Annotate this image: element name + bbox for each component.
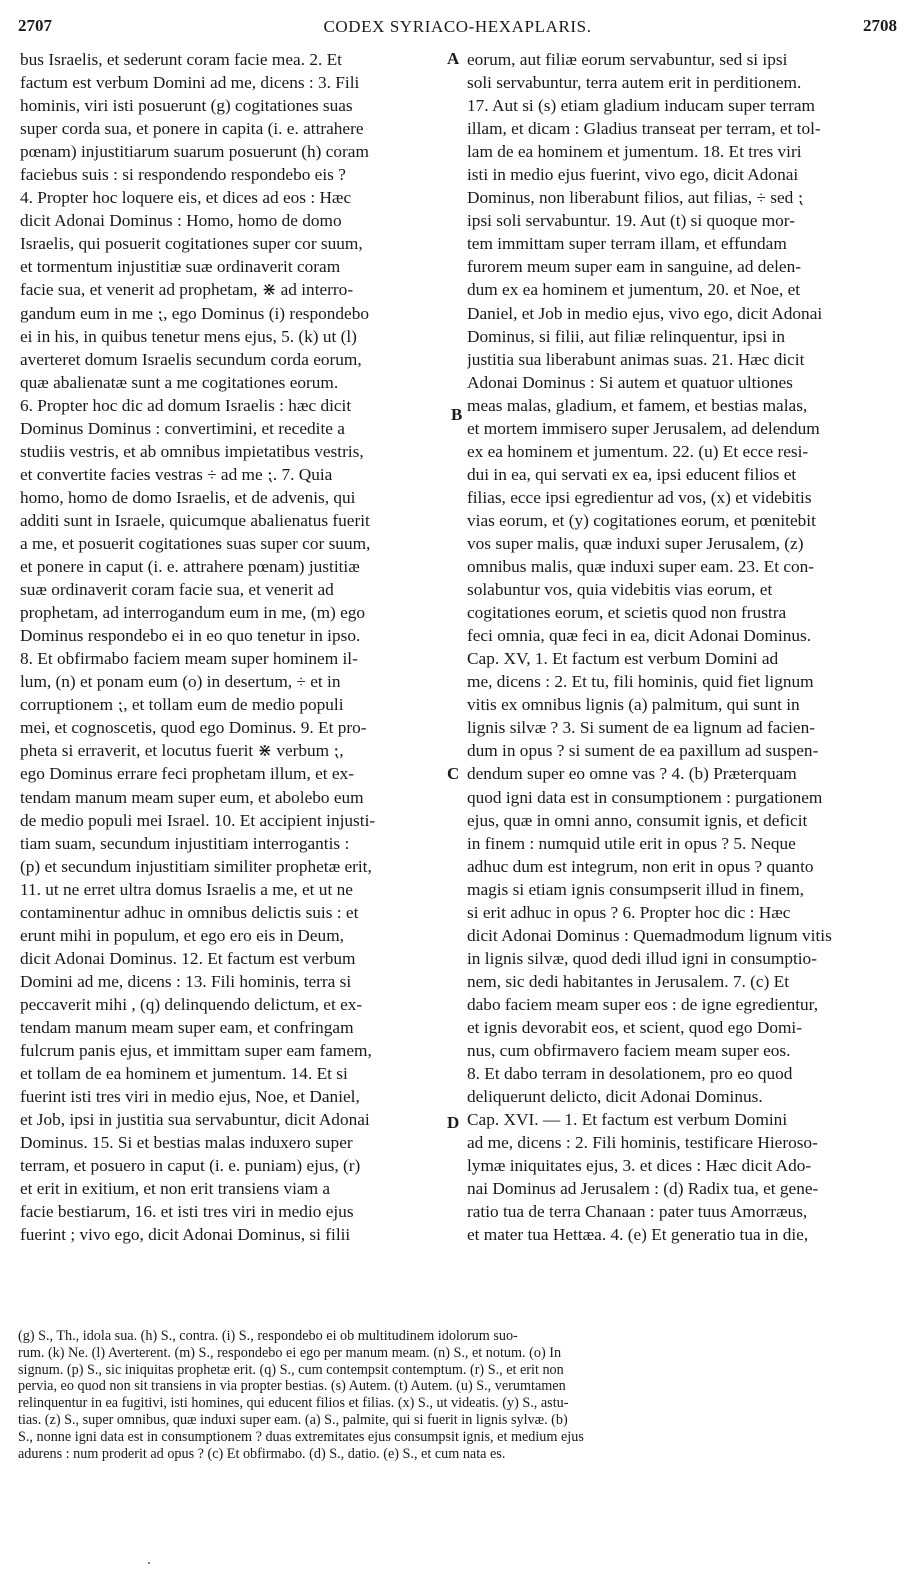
text-line: (p) et secundum injustitiam similiter prophetæ erit, [20, 856, 372, 876]
text-line: dui in ea, qui servati ex ea, ipsi educent filios et [467, 464, 797, 484]
text-line: Dominus respondebo ei in eo quo tenetur in ipso. [20, 626, 361, 646]
text-line: 6. Propter hoc dic ad domum Israelis : hæc dicit [20, 395, 352, 415]
footnotes [18, 1328, 898, 1462]
footnote-line: (g) S., Th., idola sua. (h) S., contra. (i) S., respondebo ei ob multitudinem idolorum suo- [18, 1328, 518, 1344]
text-line: nai Dominus ad Jerusalem : (d) Radix tua, et gene- [467, 1179, 819, 1199]
margin-letter-d: D [447, 1113, 460, 1132]
text-line: facie sua, et venerit ad prophetam, ⋇ ad interro- [20, 280, 354, 300]
text-line: ego Dominus errare feci prophetam illum, et ex- [20, 764, 354, 784]
text-line: et Job, ipsi in justitia sua servabuntur, dicit Adonai [20, 1110, 370, 1130]
text-line: 17. Aut si (s) etiam gladium inducam super terram [467, 96, 815, 116]
text-line: Dominus, si filii, aut filiæ relinquentur, ipsi in [467, 326, 786, 346]
footnote-line: S., nonne igni data est in consumptionem ? duas extremitates ejus consumpsit ignis, et medium ejus [18, 1428, 584, 1445]
text-line: soli servabuntur, terra autem erit in perditionem. [467, 73, 802, 93]
text-line: 8. Et dabo terram in desolationem, pro eo quod [467, 1064, 793, 1084]
footnote-line: adurens : num proderit ad opus ? (c) Et obfirmabo. (d) S., datio. (e) S., et cum nata es. [18, 1445, 506, 1462]
text-line: fulcrum panis ejus, et immittam super eam famem, [20, 1041, 372, 1061]
text-line: quod igni data est in consumptionem : purgationem [467, 787, 823, 807]
text-line: homo, homo de domo Israelis, et de advenis, qui [20, 487, 356, 507]
text-line: Israelis, qui posuerit cogitationes super cor suum, [20, 234, 363, 254]
text-line: et convertite facies vestras ÷ ad me ⁏. 7. Quia [20, 464, 333, 484]
text-line: dendum super eo omne vas ? 4. (b) Præterquam [467, 764, 797, 784]
text-line: corruptionem ⁏, et tollam eum de medio populi [20, 695, 344, 715]
text-line: tendam manum meam super eam, et confringam [20, 1017, 354, 1037]
text-line: nem, sic dedi habitantes in Jerusalem. 7. (c) Et [467, 971, 790, 991]
footnote-line: pervia, eo quod non sit transiens in via propter bestias. (s) Autem. (t) Autem. (u) S., verumtamen [18, 1378, 566, 1395]
footnote-line: relinquentur in ea fugitivi, isti homines, qui educent filios et filias. (x) S., ut videatis. (y) S., astu- [18, 1395, 569, 1412]
text-line: averteret domum Israelis secundum corda eorum, [20, 349, 362, 369]
text-line: illam, et dicam : Gladius transeat per terram, et tol- [467, 119, 821, 139]
footnote-line: signum. (p) S., sic iniquitas prophetæ erit. (q) S., cum contempsit contemptum. (r) S., et erit non [18, 1361, 564, 1378]
text-line: fuerint ; vivo ego, dicit Adonai Dominus, si filii [20, 1225, 351, 1245]
page-number-left: 2707 [18, 16, 52, 35]
left-column [20, 48, 445, 1246]
text-line: ejus, quæ in omni anno, consumit ignis, et deficit [467, 810, 808, 830]
text-line: 8. Et obfirmabo faciem meam super hominem il- [20, 649, 358, 669]
text-line: dicit Adonai Dominus : Homo, homo de domo [20, 211, 342, 231]
text-line: magis si etiam ignis consumpserit illud in finem, [467, 879, 804, 899]
text-line: gandum eum in me ⁏, ego Dominus (i) respondebo [20, 303, 369, 323]
text-line: pœnam) injustitiarum suarum posuerunt (h) coram [20, 142, 369, 162]
text-line: contaminentur adhuc in omnibus delictis suis : et [20, 902, 359, 922]
text-line: et mater tua Hettæa. 4. (e) Et generatio tua in die, [467, 1225, 809, 1245]
text-line: mei, et cognoscetis, quod ego Dominus. 9. Et pro- [20, 718, 367, 738]
text-line: ei in his, in quibus tenetur mens ejus, 5. (k) ut (l) [20, 326, 357, 346]
text-line: ex ea hominem et jumentum. 22. (u) Et ecce resi- [467, 441, 809, 461]
text-line: isti in medio ejus fuerint, vivo ego, dicit Adonai [467, 165, 799, 185]
margin-letter-b: B [451, 405, 463, 424]
page-number-right: 2708 [863, 16, 897, 35]
text-line: quæ abalienatæ sunt a me cogitationes eorum. [20, 372, 339, 392]
page-header [18, 16, 897, 42]
text-line: in lignis silvæ, quod dedi illud igni in consumptio- [467, 948, 817, 968]
text-line: additi sunt in Israele, quicumque abalienatus fuerit [20, 510, 370, 530]
text-line: Domini ad me, dicens : 13. Fili hominis, terra si [20, 971, 352, 991]
text-line: cogitationes eorum, et scietis quod non frustra [467, 603, 787, 623]
text-line: et ignis devorabit eos, et scient, quod ego Domi- [467, 1017, 802, 1037]
text-line: et tollam de ea hominem et jumentum. 14. Et si [20, 1064, 348, 1084]
text-line: super corda sua, et ponere in capita (i. e. attrahere [20, 119, 364, 139]
text-line: furorem meum super eam in sanguine, ad delen- [467, 257, 801, 277]
text-line: facie bestiarum, 16. et isti tres viri in medio ejus [20, 1202, 354, 1222]
speck [148, 1562, 150, 1564]
text-line: justitia sua liberabunt animas suas. 21. Hæc dicit [467, 349, 805, 369]
text-line: dicit Adonai Dominus. 12. Et factum est verbum [20, 948, 356, 968]
text-line: lum, (n) et ponam eum (o) in desertum, ÷ et in [20, 672, 341, 692]
text-line: lignis silvæ ? 3. Si sument de ea lignum ad facien- [467, 718, 815, 738]
text-line: Dominus. 15. Si et bestias malas induxero super [20, 1133, 353, 1153]
text-line: terram, et posuero in caput (i. e. puniam) ejus, (r) [20, 1156, 361, 1176]
text-line: a me, et posuerit cogitationes suas super cor suum, [20, 533, 371, 553]
text-line: dum ex ea hominem et jumentum, 20. et Noe, et [467, 280, 801, 300]
text-line: adhuc dum est integrum, non erit in opus ? quanto [467, 856, 814, 876]
text-line: filias, ecce ipsi egredientur ad vos, (x) et videbitis [467, 487, 812, 507]
text-line: prophetam, ad interrogandum eum in me, (m) ego [20, 603, 366, 623]
text-line: et tormentum injustitiæ suæ ordinaverit coram [20, 257, 341, 277]
text-line: deliquerunt delicto, dicit Adonai Dominus. [467, 1087, 763, 1107]
text-line: Dominus Dominus : convertimini, et recedite a [20, 418, 345, 438]
text-line: dicit Adonai Dominus : Quemadmodum lignum vitis [467, 925, 832, 945]
text-line: eorum, aut filiæ eorum servabuntur, sed si ipsi [467, 50, 788, 69]
text-line: 4. Propter hoc loquere eis, et dices ad eos : Hæc [20, 188, 352, 208]
text-line: faciebus suis : si respondendo respondebo eis ? [20, 165, 346, 185]
text-line: pheta si erraverit, et locutus fuerit ⋇ verbum ⁏, [20, 741, 344, 761]
text-line: lymæ iniquitates ejus, 3. et dices : Hæc dicit Ado- [467, 1156, 812, 1176]
text-line: Daniel, et Job in medio ejus, vivo ego, dicit Adonai [467, 303, 823, 323]
text-line: et erit in exitium, et non erit transiens viam a [20, 1179, 331, 1199]
text-line: Cap. XVI. — 1. Et factum est verbum Domini [467, 1110, 788, 1130]
text-line: tendam manum meam super eum, et abolebo eum [20, 787, 364, 807]
text-line: me, dicens : 2. Et tu, fili hominis, quid fiet lignum [467, 672, 814, 692]
text-line: nus, cum obfirmavero faciem meam super eos. [467, 1041, 791, 1061]
text-line: Adonai Dominus : Si autem et quatuor ultiones [467, 372, 793, 392]
running-title: CODEX SYRIACO-HEXAPLARIS. [323, 17, 592, 36]
text-line: lam de ea hominem et jumentum. 18. Et tres viri [467, 142, 802, 162]
text-line: tiam suam, secundum injustitiam interrogantis : [20, 833, 350, 853]
text-line: Cap. XV, 1. Et factum est verbum Domini ad [467, 649, 779, 669]
text-line: et mortem immisero super Jerusalem, ad delendum [467, 418, 820, 438]
text-line: solabuntur vos, quia videbitis vias eorum, et [467, 580, 773, 600]
text-line: omnibus malis, quæ induxi super eam. 23. Et con- [467, 557, 815, 577]
text-line: et ponere in caput (i. e. attrahere pœnam) justitiæ [20, 557, 360, 577]
text-line: tem immittam super terram illam, et effundam [467, 234, 787, 254]
text-line: feci omnia, quæ feci in ea, dicit Adonai Dominus. [467, 626, 812, 646]
margin-letter-a: A [447, 49, 460, 68]
text-line: Dominus, non liberabunt filios, aut filias, ÷ sed ⁏ [467, 188, 804, 208]
text-line: vias eorum, et (y) cogitationes eorum, et pœnitebit [467, 510, 816, 530]
text-line: dum in opus ? si sument de ea paxillum ad suspen- [467, 741, 819, 761]
text-line: studiis vestris, et ab omnibus impietatibus vestris, [20, 441, 364, 461]
text-line: dabo faciem meam super eos : de igne egredientur, [467, 994, 819, 1014]
text-line: bus Israelis, et sederunt coram facie mea. 2. Et [20, 50, 342, 69]
text-line: suæ ordinaverit coram facie sua, et venerit ad [20, 580, 334, 600]
text-line: fuerint isti tres viri in medio ejus, Noe, et Daniel, [20, 1087, 360, 1107]
text-line: ratio tua de terra Chanaan : pater tuus Amorræus, [467, 1202, 808, 1222]
text-line: vos super malis, quæ induxi super Jerusalem, (z) [467, 533, 804, 553]
text-line: peccaverit mihi , (q) delinquendo delictum, et ex- [20, 994, 363, 1014]
text-line: factum est verbum Domini ad me, dicens : 3. Fili [20, 73, 360, 93]
text-line: ad me, dicens : 2. Fili hominis, testificare Hieroso- [467, 1133, 818, 1153]
text-line: vitis ex omnibus lignis (a) palmitum, qui sunt in [467, 695, 800, 715]
text-line: meas malas, gladium, et famem, et bestias malas, [467, 395, 808, 415]
text-line: de medio populi mei Israel. 10. Et accipient injusti- [20, 810, 376, 830]
text-line: in finem : numquid utile erit in opus ? 5. Neque [467, 833, 796, 853]
footnote-line: rum. (k) Ne. (l) Averterent. (m) S., respondebo ei ego per manum meam. (n) S., et notum. (o) In [18, 1344, 562, 1361]
margin-letter-c: C [447, 764, 460, 783]
right-column [467, 48, 895, 1246]
text-line: hominis, viri isti posuerunt (g) cogitationes suas [20, 96, 353, 116]
text-line: erunt mihi in populum, et ego ero eis in Deum, [20, 925, 344, 945]
footnote-line: tias. (z) S., super omnibus, quæ induxi super eam. (a) S., palmite, qui si fuerit in lignis sylvæ. (b) [18, 1411, 568, 1428]
text-line: si erit adhuc in opus ? 6. Propter hoc dic : Hæc [467, 902, 791, 922]
text-line: ipsi soli servabuntur. 19. Aut (t) si quoque mor- [467, 211, 795, 231]
text-line: 11. ut ne erret ultra domus Israelis a me, et ut ne [20, 879, 353, 899]
